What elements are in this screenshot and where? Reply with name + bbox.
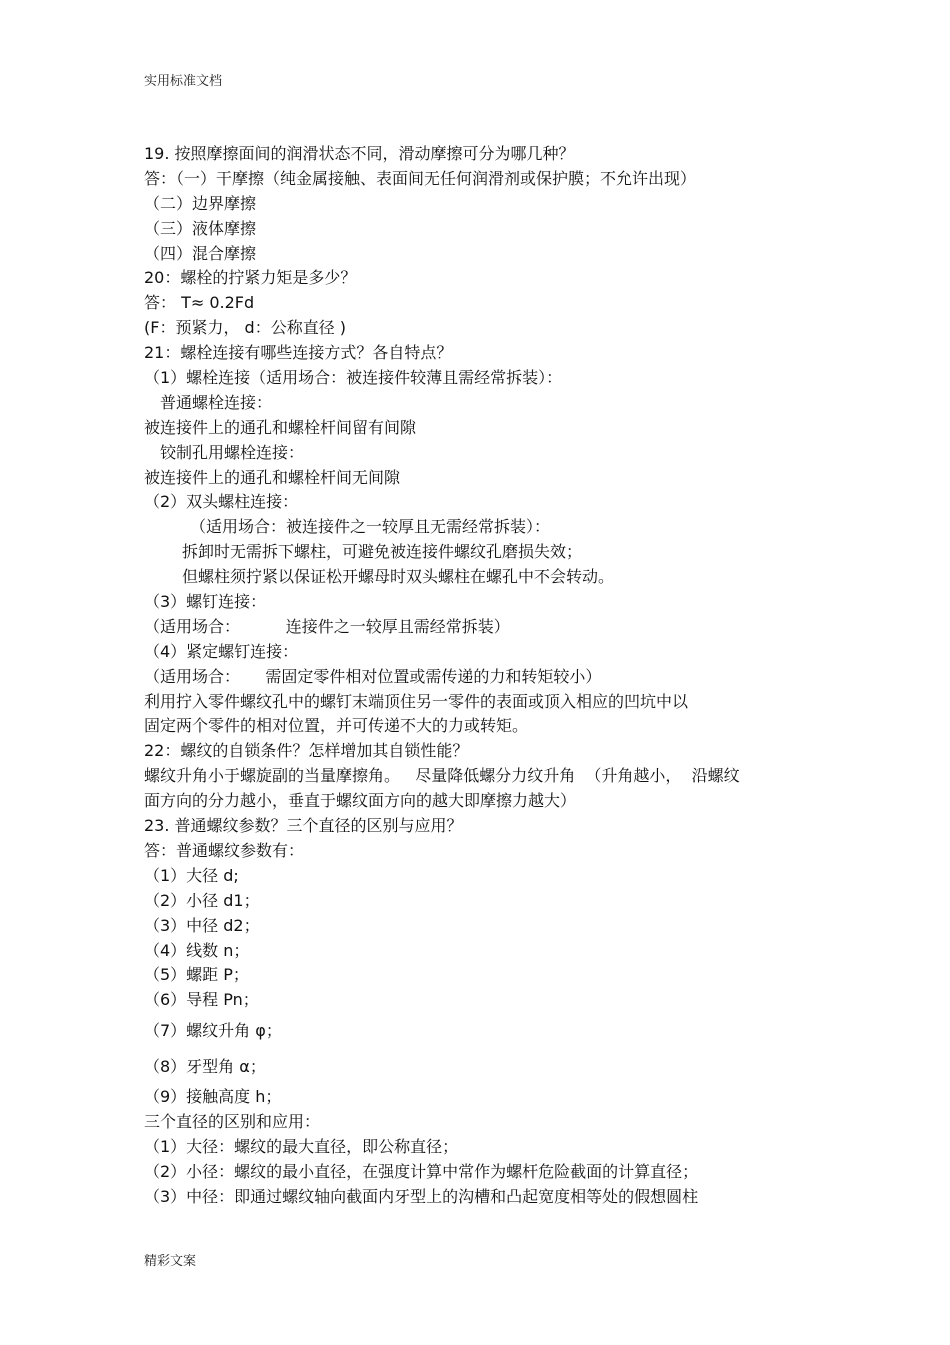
list-item: （3）中径 d2； xyxy=(144,915,260,935)
list-item: （1）螺栓连接（适用场合：被连接件较薄且需经常拆装）： xyxy=(144,368,563,388)
list-item: （4）线数 n； xyxy=(144,940,250,960)
list-item: （9）接触高度 h； xyxy=(144,1087,282,1107)
list-item: （2）小径 d1； xyxy=(144,890,260,910)
document-body xyxy=(144,142,824,1210)
question-20: 20：螺栓的拧紧力矩是多少？ xyxy=(144,268,357,288)
list-item: （1）大径 d; xyxy=(144,865,239,885)
text-line: 拆卸时无需拆下螺柱，可避免被连接件螺纹孔磨损失效； xyxy=(182,542,583,562)
list-item: （1）大径：螺纹的最大直径，即公称直径； xyxy=(144,1136,459,1156)
list-item: （3）螺钉连接： xyxy=(144,592,267,612)
text-line: 螺纹升角小于螺旋副的当量摩擦角。 尽量降低螺分力纹升角 （升角越小， 沿螺纹 xyxy=(144,766,740,786)
list-item: （4）紧定螺钉连接： xyxy=(144,641,299,661)
list-item: （8）牙型角 α； xyxy=(144,1057,266,1077)
text-line: 普通螺栓连接： xyxy=(160,392,273,412)
list-item: （3）中径：即通过螺纹轴向截面内牙型上的沟槽和凸起宽度相等处的假想圆柱 xyxy=(144,1186,699,1206)
text-line: 铰制孔用螺栓连接： xyxy=(160,442,305,462)
list-item: （二）边界摩擦 xyxy=(144,193,257,213)
text-line: 但螺柱须拧紧以保证松开螺母时双头螺柱在螺孔中不会转动。 xyxy=(182,567,615,587)
text-line: 固定两个零件的相对位置，并可传递不大的力或转矩。 xyxy=(144,716,529,736)
list-item: （四）混合摩擦 xyxy=(144,243,257,263)
list-item: （7）螺纹升角 φ； xyxy=(144,1021,282,1041)
list-item: （三）液体摩擦 xyxy=(144,218,257,238)
question-21: 21：螺栓连接有哪些连接方式？各自特点？ xyxy=(144,343,453,363)
text-line: （适用场合： 需固定零件相对位置或需传递的力和转矩较小） xyxy=(144,666,602,686)
text-line: (F：预紧力， d：公称直径 ) xyxy=(144,318,347,338)
text-line: （适用场合： 连接件之一较厚且需经常拆装） xyxy=(144,616,510,636)
answer-line: 答：普通螺纹参数有： xyxy=(144,840,305,860)
page-footer: 精彩文案 xyxy=(144,1254,197,1269)
answer-line: 答： T≈ 0.2Fd xyxy=(144,293,255,313)
list-item: （2）小径：螺纹的最小直径，在强度计算中常作为螺杆危险截面的计算直径； xyxy=(144,1161,699,1181)
list-item: （2）双头螺柱连接： xyxy=(144,492,299,512)
text-line: 利用拧入零件螺纹孔中的螺钉末端顶住另一零件的表面或顶入相应的凹坑中以 xyxy=(144,691,689,711)
text-line: 面方向的分力越小，垂直于螺纹面方向的越大即摩擦力越大） xyxy=(144,791,577,811)
page-header: 实用标准文档 xyxy=(144,74,223,89)
text-line: 被连接件上的通孔和螺栓杆间留有间隙 xyxy=(144,417,417,437)
text-line: （适用场合：被连接件之一较厚且无需经常拆装）： xyxy=(190,517,551,537)
text-line: 三个直径的区别和应用： xyxy=(144,1112,321,1132)
list-item: （6）导程 Pn； xyxy=(144,990,259,1010)
text-line: 被连接件上的通孔和螺栓杆间无间隙 xyxy=(144,467,401,487)
list-item: （5）螺距 P； xyxy=(144,965,249,985)
question-19: 19. 按照摩擦面间的润滑状态不同，滑动摩擦可分为哪几种？ xyxy=(144,144,575,163)
answer-line: 答：（一）干摩擦（纯金属接触、表面间无任何润滑剂或保护膜；不允许出现） xyxy=(144,168,697,188)
question-23: 23. 普通螺纹参数？三个直径的区别与应用？ xyxy=(144,816,463,836)
question-22: 22：螺纹的自锁条件？怎样增加其自锁性能？ xyxy=(144,741,469,761)
